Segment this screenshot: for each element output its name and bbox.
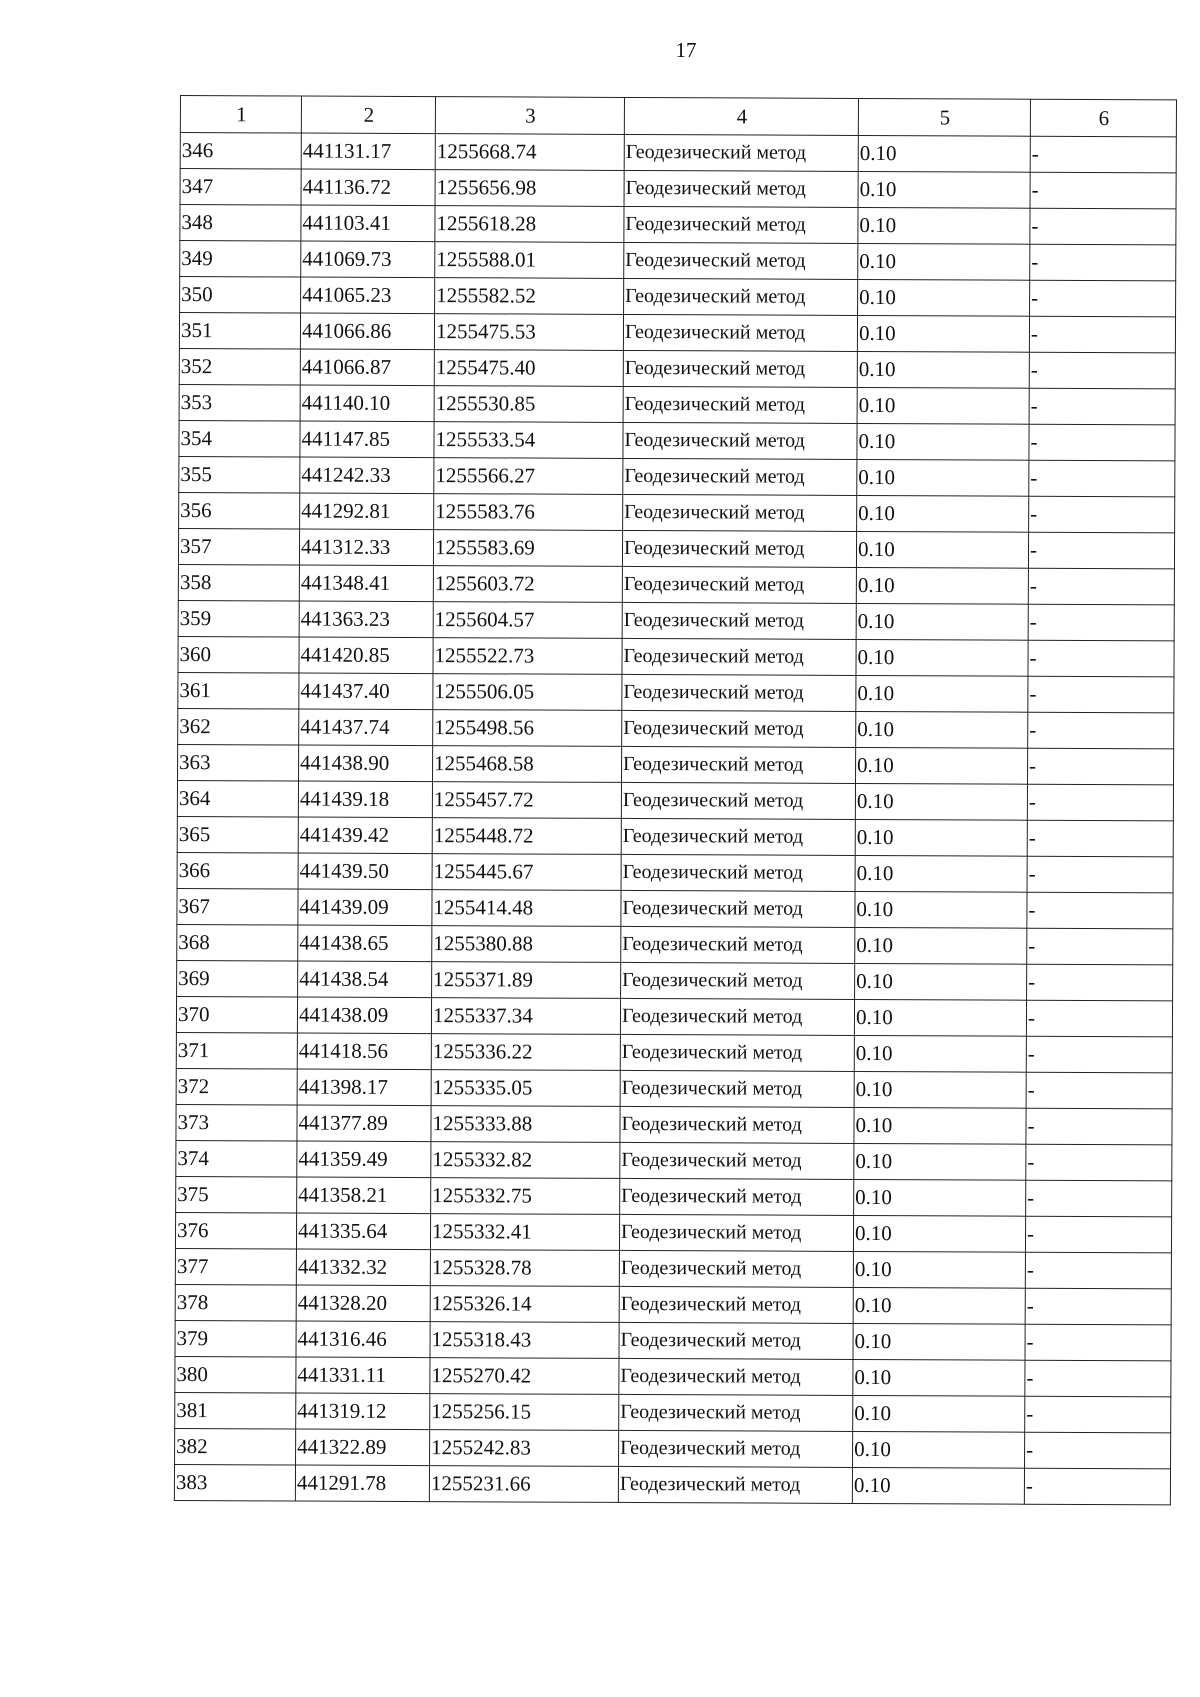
y-coordinate-cell: 1255582.52 [435,278,624,315]
point-number-cell: 379 [175,1320,296,1357]
x-coordinate-cell: 441065.23 [301,277,435,314]
table-row [174,1464,1170,1504]
point-number-cell: 351 [179,313,300,350]
note-cell: - [1026,1180,1172,1217]
table-row [178,744,1174,784]
note-cell: - [1027,784,1173,821]
table-row [175,1392,1171,1432]
point-number-cell: 347 [180,169,301,206]
table-row [176,1068,1172,1108]
table-body [174,133,1176,1505]
accuracy-cell: 0.10 [856,567,1028,604]
x-coordinate-cell: 441331.11 [296,1357,430,1394]
accuracy-cell: 0.10 [856,639,1028,676]
point-number-cell: 366 [177,852,298,889]
y-coordinate-cell: 1255332.82 [431,1142,620,1179]
y-coordinate-cell: 1255506.05 [433,674,622,711]
y-coordinate-cell: 1255333.88 [431,1106,620,1143]
point-number-cell: 383 [174,1464,295,1501]
point-number-cell: 363 [178,744,299,781]
accuracy-cell: 0.10 [853,1323,1025,1360]
table-row [177,816,1173,856]
method-cell: Геодезический метод [622,710,856,747]
note-cell: - [1025,1432,1171,1469]
accuracy-cell: 0.10 [852,1467,1024,1504]
x-coordinate-cell: 441437.40 [299,673,433,710]
header-row [180,96,1176,137]
table-row [175,1428,1171,1468]
method-cell: Геодезический метод [619,1322,853,1359]
point-number-cell: 365 [177,816,298,853]
method-cell: Геодезический метод [621,818,855,855]
method-cell: Геодезический метод [623,386,857,423]
method-cell: Геодезический метод [620,1070,854,1107]
table-row [176,1104,1172,1144]
method-cell: Геодезический метод [624,242,858,279]
table-row [179,348,1175,388]
method-cell: Геодезический метод [622,638,856,675]
x-coordinate-cell: 441359.49 [297,1141,431,1178]
note-cell: - [1027,820,1173,857]
accuracy-cell: 0.10 [856,747,1028,784]
method-cell: Геодезический метод [623,458,857,495]
column-header: 6 [1030,99,1176,137]
point-number-cell: 373 [176,1104,297,1141]
table-row [176,1032,1172,1072]
x-coordinate-cell: 441438.65 [298,925,432,962]
method-cell: Геодезический метод [624,206,858,243]
method-cell: Геодезический метод [621,854,855,891]
y-coordinate-cell: 1255326.14 [430,1286,619,1323]
accuracy-cell: 0.10 [856,531,1028,568]
table-row [175,1320,1171,1360]
accuracy-cell: 0.10 [853,1215,1025,1252]
table-row [178,528,1174,568]
note-cell: - [1030,208,1176,245]
table-row [175,1248,1171,1288]
x-coordinate-cell: 441420.85 [299,637,433,674]
point-number-cell: 368 [177,924,298,961]
point-number-cell: 378 [175,1284,296,1321]
accuracy-cell: 0.10 [854,1107,1026,1144]
table-row [178,636,1174,676]
method-cell: Геодезический метод [620,1142,854,1179]
point-number-cell: 356 [179,492,300,529]
note-cell: - [1025,1252,1171,1289]
x-coordinate-cell: 441066.86 [300,313,434,350]
x-coordinate-cell: 441328.20 [296,1285,430,1322]
point-number-cell: 348 [180,205,301,242]
y-coordinate-cell: 1255332.75 [431,1178,620,1215]
point-number-cell: 346 [180,133,301,170]
method-cell: Геодезический метод [624,278,858,315]
point-number-cell: 362 [178,708,299,745]
point-number-cell: 359 [178,600,299,637]
accuracy-cell: 0.10 [854,1035,1026,1072]
table-row [180,133,1176,173]
point-number-cell: 349 [180,241,301,278]
accuracy-cell: 0.10 [857,315,1029,352]
x-coordinate-cell: 441439.09 [298,889,432,926]
note-cell: - [1027,964,1173,1001]
x-coordinate-cell: 441438.54 [298,961,432,998]
note-cell: - [1028,712,1174,749]
point-number-cell: 369 [177,960,298,997]
column-header: 5 [858,98,1030,136]
x-coordinate-cell: 441319.12 [296,1393,430,1430]
y-coordinate-cell: 1255618.28 [435,206,624,243]
point-number-cell: 382 [175,1428,296,1465]
method-cell: Геодезический метод [620,1034,854,1071]
point-number-cell: 361 [178,672,299,709]
method-cell: Геодезический метод [623,350,857,387]
note-cell: - [1028,604,1174,641]
accuracy-cell: 0.10 [856,603,1028,640]
accuracy-cell: 0.10 [858,135,1030,172]
accuracy-cell: 0.10 [853,1395,1025,1432]
method-cell: Геодезический метод [623,314,857,351]
note-cell: - [1029,496,1175,533]
accuracy-cell: 0.10 [857,423,1029,460]
column-header: 1 [180,96,301,134]
table-row [178,708,1174,748]
note-cell: - [1030,280,1176,317]
y-coordinate-cell: 1255336.22 [431,1034,620,1071]
y-coordinate-cell: 1255380.88 [432,926,621,963]
accuracy-cell: 0.10 [858,207,1030,244]
method-cell: Геодезический метод [624,170,858,207]
method-cell: Геодезический метод [622,746,856,783]
y-coordinate-cell: 1255668.74 [435,134,624,171]
point-number-cell: 358 [178,564,299,601]
point-number-cell: 352 [179,348,300,385]
method-cell: Геодезический метод [622,674,856,711]
x-coordinate-cell: 441066.87 [300,349,434,386]
x-coordinate-cell: 441418.56 [297,1033,431,1070]
note-cell: - [1029,316,1175,353]
note-cell: - [1024,1468,1170,1505]
point-number-cell: 360 [178,636,299,673]
point-number-cell: 381 [175,1392,296,1429]
y-coordinate-cell: 1255530.85 [434,386,623,423]
method-cell: Геодезический метод [621,962,855,999]
point-number-cell: 355 [179,456,300,493]
y-coordinate-cell: 1255468.58 [433,746,622,783]
table-row [179,313,1175,353]
y-coordinate-cell: 1255475.40 [434,350,623,387]
accuracy-cell: 0.10 [857,351,1029,388]
x-coordinate-cell: 441316.46 [296,1321,430,1358]
table-row [179,456,1175,496]
y-coordinate-cell: 1255332.41 [430,1214,619,1251]
accuracy-cell: 0.10 [855,963,1027,1000]
table-row [177,924,1173,964]
note-cell: - [1026,1036,1172,1073]
point-number-cell: 376 [175,1212,296,1249]
accuracy-cell: 0.10 [855,819,1027,856]
note-cell: - [1029,388,1175,425]
x-coordinate-cell: 441322.89 [296,1429,430,1466]
y-coordinate-cell: 1255231.66 [429,1466,618,1503]
table-row [177,888,1173,928]
accuracy-cell: 0.10 [855,927,1027,964]
point-number-cell: 377 [175,1248,296,1285]
method-cell: Геодезический метод [619,1358,853,1395]
table-row [180,169,1176,209]
table-row [177,852,1173,892]
method-cell: Геодезический метод [619,1430,853,1467]
accuracy-cell: 0.10 [858,279,1030,316]
accuracy-cell: 0.10 [857,495,1029,532]
y-coordinate-cell: 1255583.76 [434,494,623,531]
y-coordinate-cell: 1255475.53 [434,314,623,351]
point-number-cell: 372 [176,1068,297,1105]
y-coordinate-cell: 1255656.98 [435,170,624,207]
method-cell: Геодезический метод [621,890,855,927]
note-cell: - [1025,1288,1171,1325]
y-coordinate-cell: 1255445.67 [432,854,621,891]
note-cell: - [1026,1108,1172,1145]
method-cell: Геодезический метод [621,782,855,819]
note-cell: - [1029,352,1175,389]
x-coordinate-cell: 441358.21 [297,1177,431,1214]
y-coordinate-cell: 1255335.05 [431,1070,620,1107]
x-coordinate-cell: 441439.18 [298,781,432,818]
note-cell: - [1025,1324,1171,1361]
note-cell: - [1027,892,1173,929]
point-number-cell: 370 [176,996,297,1033]
accuracy-cell: 0.10 [858,171,1030,208]
y-coordinate-cell: 1255566.27 [434,458,623,495]
y-coordinate-cell: 1255371.89 [432,962,621,999]
table-row [178,600,1174,640]
note-cell: - [1028,748,1174,785]
accuracy-cell: 0.10 [856,711,1028,748]
x-coordinate-cell: 441363.23 [299,601,433,638]
method-cell: Геодезический метод [623,422,857,459]
note-cell: - [1026,1072,1172,1109]
accuracy-cell: 0.10 [856,675,1028,712]
note-cell: - [1028,568,1174,605]
method-cell: Геодезический метод [623,494,857,531]
method-cell: Геодезический метод [624,134,858,171]
accuracy-cell: 0.10 [857,459,1029,496]
accuracy-cell: 0.10 [853,1251,1025,1288]
y-coordinate-cell: 1255256.15 [430,1394,619,1431]
note-cell: - [1028,532,1174,569]
note-cell: - [1025,1360,1171,1397]
y-coordinate-cell: 1255270.42 [430,1358,619,1395]
column-header: 2 [301,96,435,134]
note-cell: - [1026,1144,1172,1181]
accuracy-cell: 0.10 [855,783,1027,820]
x-coordinate-cell: 441147.85 [300,421,434,458]
accuracy-cell: 0.10 [858,243,1030,280]
accuracy-cell: 0.10 [854,1143,1026,1180]
y-coordinate-cell: 1255588.01 [435,242,624,279]
method-cell: Геодезический метод [619,1214,853,1251]
y-coordinate-cell: 1255448.72 [432,818,621,855]
point-number-cell: 353 [179,384,300,421]
column-header: 3 [435,97,624,135]
table-header [180,96,1176,137]
x-coordinate-cell: 441312.33 [299,529,433,566]
method-cell: Геодезический метод [618,1466,852,1503]
note-cell: - [1025,1216,1171,1253]
x-coordinate-cell: 441292.81 [300,493,434,530]
y-coordinate-cell: 1255318.43 [430,1322,619,1359]
y-coordinate-cell: 1255583.69 [433,530,622,567]
point-number-cell: 357 [178,528,299,565]
method-cell: Геодезический метод [622,566,856,603]
point-number-cell: 364 [177,780,298,817]
point-number-cell: 350 [180,277,301,314]
x-coordinate-cell: 441332.32 [296,1249,430,1286]
table-row [177,780,1173,820]
x-coordinate-cell: 441439.50 [298,853,432,890]
note-cell: - [1028,640,1174,677]
note-cell: - [1030,172,1176,209]
method-cell: Геодезический метод [619,1286,853,1323]
x-coordinate-cell: 441069.73 [301,241,435,278]
note-cell: - [1030,244,1176,281]
note-cell: - [1029,424,1175,461]
x-coordinate-cell: 441437.74 [299,709,433,746]
table-row [179,384,1175,424]
table-row [179,492,1175,532]
x-coordinate-cell: 441335.64 [296,1213,430,1250]
accuracy-cell: 0.10 [854,1071,1026,1108]
accuracy-cell: 0.10 [853,1287,1025,1324]
table-row [178,672,1174,712]
x-coordinate-cell: 441348.41 [299,565,433,602]
note-cell: - [1027,928,1173,965]
accuracy-cell: 0.10 [853,1431,1025,1468]
note-cell: - [1029,460,1175,497]
x-coordinate-cell: 441438.90 [299,745,433,782]
accuracy-cell: 0.10 [855,855,1027,892]
method-cell: Геодезический метод [620,1178,854,1215]
point-number-cell: 375 [176,1176,297,1213]
x-coordinate-cell: 441377.89 [297,1105,431,1142]
y-coordinate-cell: 1255604.57 [433,602,622,639]
method-cell: Геодезический метод [622,530,856,567]
method-cell: Геодезический метод [619,1394,853,1431]
x-coordinate-cell: 441398.17 [297,1069,431,1106]
x-coordinate-cell: 441136.72 [301,169,435,206]
table-row [176,996,1172,1036]
table-row [180,241,1176,281]
method-cell: Геодезический метод [620,1106,854,1143]
point-number-cell: 380 [175,1356,296,1393]
point-number-cell: 367 [177,888,298,925]
table-row [175,1212,1171,1252]
table-row [177,960,1173,1000]
note-cell: - [1026,1000,1172,1037]
column-header: 4 [624,97,858,135]
accuracy-cell: 0.10 [855,891,1027,928]
note-cell: - [1028,676,1174,713]
y-coordinate-cell: 1255457.72 [432,782,621,819]
x-coordinate-cell: 441291.78 [295,1465,429,1502]
table-row [180,205,1176,245]
note-cell: - [1027,856,1173,893]
table-row [176,1176,1172,1216]
table-row [179,420,1175,460]
method-cell: Геодезический метод [621,926,855,963]
x-coordinate-cell: 441131.17 [301,133,435,170]
method-cell: Геодезический метод [619,1250,853,1287]
point-number-cell: 354 [179,420,300,457]
x-coordinate-cell: 441103.41 [301,205,435,242]
x-coordinate-cell: 441438.09 [297,997,431,1034]
y-coordinate-cell: 1255328.78 [430,1250,619,1287]
method-cell: Геодезический метод [620,998,854,1035]
accuracy-cell: 0.10 [854,999,1026,1036]
point-number-cell: 374 [176,1140,297,1177]
x-coordinate-cell: 441140.10 [300,385,434,422]
note-cell: - [1030,136,1176,173]
table-row [178,564,1174,604]
accuracy-cell: 0.10 [853,1359,1025,1396]
coordinates-table [174,95,1177,1505]
y-coordinate-cell: 1255337.34 [431,998,620,1035]
y-coordinate-cell: 1255522.73 [433,638,622,675]
y-coordinate-cell: 1255603.72 [433,566,622,603]
y-coordinate-cell: 1255498.56 [433,710,622,747]
table-row [175,1284,1171,1324]
table-row [180,277,1176,317]
table-row [176,1140,1172,1180]
page-number: 17 [675,38,697,62]
accuracy-cell: 0.10 [854,1179,1026,1216]
accuracy-cell: 0.10 [857,387,1029,424]
x-coordinate-cell: 441242.33 [300,457,434,494]
point-number-cell: 371 [176,1032,297,1069]
table-row [175,1356,1171,1396]
y-coordinate-cell: 1255242.83 [430,1430,619,1467]
y-coordinate-cell: 1255414.48 [432,890,621,927]
x-coordinate-cell: 441439.42 [298,817,432,854]
method-cell: Геодезический метод [622,602,856,639]
note-cell: - [1025,1396,1171,1433]
y-coordinate-cell: 1255533.54 [434,422,623,459]
